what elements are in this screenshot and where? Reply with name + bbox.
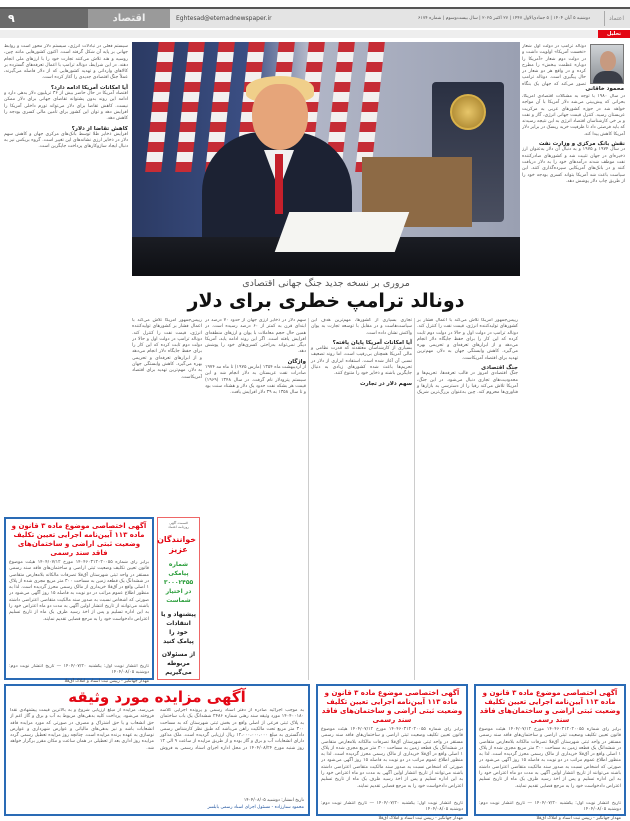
- subheading: نقش بانک مرکزی و وزارت نفت: [538, 141, 625, 148]
- paragraph: در سال ۱۹۸۰ با توجه به مشکلات اقتصادی آمریکا، بحرانی که پیش‌بینی می‌شد دلار آمریکا با آن مواجه خواهد شد در حوزه کشورهای عربی به مرکزیت عربستان رسید. کنترل قیمت جهانی انرژی، گاز و نفت و بر خی کارشناسان اقتصاد انرژی به این نتیجه رسیدند که باید فرصتی داد تا ظرفیت خرید ریسک در برابر دلار آمریکا کاهش پیدا کند.: [522, 94, 625, 137]
- land-notice-ad: [4, 517, 154, 684]
- subheading: آیا امکانات آمریکا ادامه دارد؟: [50, 84, 128, 91]
- auction-body: به موجب اجرائیه صادره از دفتر اسناد رسمی و پرونده اجرایی کلاسه ۱۴۰۴۰۰۱۸۰ مورد وثیقه سند رهنی شماره ۲۴۸۶ ششدانگ یک باب ساختمان به پلاک ثبتی فرعی از اصلی واقع در بخش ثبتی شهرستان که به مساحت ۳۰۰ متر مربع تحت مالکیت راهن می‌باشد که طبق نظر کارشناس رسمی دادگستری به مبلغ ۱۲،۰۰۰،۰۰۰،۰۰۰ ریال ارزیابی گردیده است. ملک مذکور دارای انشعابات آب و برق و گاز بوده و از طریق مزایده از ساعت ۹ الی ۱۲ روز شنبه مورخ ۱۴۰۴/۰۸/۲۴ در محل اداره اجرای اسناد رسمی به فروش می‌رسد. مزایده از مبلغ ارزیابی شروع و به بالاترین قیمت پیشنهادی نقداً فروخته می‌شود. پرداخت کلیه بدهی‌های مربوط به آب و برق و گاز اعم از حق انشعاب و یا حق اشتراک و مصرف در صورتی که مورد مزایده فاقد انشعابات باشد و نیز بدهی‌های مالیاتی و عوارض شهرداری و عوارض نوسازی به عهده برنده مزایده است. چنانچه روز مزایده تعطیل رسمی گردد مزایده روز اداری بعد از تعطیلی در همان ساعت و مکان مقرر برگزار خواهد شد.: [10, 708, 304, 751]
- auction-signature: محمود ستارزاده - مسئول اجرای اسناد رسمی بابلسر: [207, 805, 304, 810]
- paragraph: جنگ اقتصادی امروز در قالب تعرفه‌ها، تحریم‌ها و محدودیت‌های تجاری دنبال می‌شود. در این جنگ، آمریکا تلاش می‌کند رقبا را از دسترسی به بازارها و فناوری‌ها محروم کند. چین به‌عنوان بزرگ‌ترین شریک تجاری بسیاری از کشورها، مهم‌ترین هدف این سیاست‌هاست و در مقابل با توسعه تجارت به یوان واکنش نشان داده است.: [311, 318, 518, 396]
- section-email[interactable]: Eghtesad@etemadnewspaper.ir: [176, 15, 272, 22]
- box-body: پیشنهاد و یا انتقادات خود را پیامک کنید: [161, 611, 196, 645]
- paragraph: دونالد ترامپ در دولت اول شعار «نخست آمریکا» اولویت داشت و در دولت دوم شعار «آمریکا را دوباره عظمت ببخش» را مطرح کرده و در واقع هر دو شعار در حال پیگیری است. دونالد ترامپ تصور می‌کند که جهان یک بنگاه: [522, 44, 586, 86]
- main-article-columns-left: [132, 318, 202, 513]
- sms-number: شماره پیامکی ۳۰۰۰۲۴۵۵ در اختیار شماست: [163, 561, 194, 604]
- ad-dates: تاریخ انتشار نوبت اول: یکشنبه ۱۴۰۴/۰۷/۲۰ — تاریخ انتشار نوبت دوم: دوشنبه ۱۴۰۴/۰۸/۰۵: [9, 664, 149, 676]
- paragraph: بسیاری از کارشناسان معتقدند که قدرت نظامی و مالی آمریکا همچنان بی‌رقیب است، اما روند تضعیف نسبی آن آغاز شده است. استفاده ابزاری از دلار در تحریم‌ها باعث شده کشورهای زیادی به دنبال جایگزین باشند و ذخایر خود را متنوع کنند.: [311, 346, 412, 377]
- readers-sms-box: [157, 517, 200, 680]
- ad-dates: تاریخ انتشار نوبت اول: یکشنبه ۱۴۰۴/۰۷/۲۰ — تاریخ انتشار نوبت دوم: دوشنبه ۱۴۰۴/۰۸/۰۵: [479, 801, 621, 813]
- auction-title: آگهی مزایده مورد وثیقه: [68, 688, 246, 706]
- ad-title: آگهی اختصاصی موضوع ماده ۳ قانون و ماده ۱۱۳ آیین‌نامه اجرایی تعیین تکلیف وضعیت ثبتی اراضی و ساختمان‌های فاقد سند رسمی: [321, 689, 463, 724]
- auction-ad: [4, 684, 310, 816]
- land-notice-ad-3: [474, 684, 626, 821]
- subheading: کاهش تقاضا از دلار؟: [71, 125, 128, 132]
- right-column-text: [522, 94, 625, 510]
- subheading: آیا امکانات آمریکا پایان یافته؟: [332, 339, 412, 346]
- subheading: سهم دلار در تجارت: [360, 380, 412, 387]
- paragraph: اقتصاد آمریکا در حال حاضر بیش از ۳۶ تریلیون دلار بدهی دارد و ادامه این روند بدون پشتوانه تقاضای جهانی برای دلار ممکن نیست. کاهش تقاضا برای دلار می‌تواند تورم داخلی آمریکا را افزایش دهد و توان این کشور برای تأمین مالی کسری بودجه را کاهش دهد.: [4, 91, 128, 122]
- ad-body: برابر رأی شماره ۱۴۰۴۶۰۳۱۲۰۲۰۰۵۵ مورخ ۱۴۰۴/۰۷/۱۲ هیئت موضوع قانون تعیین تکلیف وضعیت ثبتی اراضی و ساختمان‌های فاقد سند رسمی مستقر در واحد ثبتی شهرستان آق‌قلا تصرفات مالکانه بلامعارض متقاضی در ششدانگ یک قطعه زمین به مساحت ۳۰۰ متر مربع مجزی شده از پلاک ۱ اصلی واقع در آق‌قلا خریداری از مالک رسمی محرز گردیده است. لذا به منظور اطلاع عموم مراتب در دو نوبت به فاصله ۱۵ روز آگهی می‌شود در صورتی که اشخاص نسبت به صدور سند مالکیت متقاضی اعتراضی داشته باشند می‌توانند از تاریخ انتشار اولین آگهی به مدت دو ماه اعتراض خود را به این اداره تسلیم و پس از اخذ رسید ظرف یک ماه از تاریخ تسلیم اعتراض دادخواست خود را به مرجع قضایی تقدیم نمایند.: [479, 727, 621, 789]
- article-headline: دونالد ترامپ خطری برای دلار: [187, 290, 465, 312]
- box-small2: روزنامه اعتماد: [168, 525, 189, 529]
- paragraph: سهم دلار در ذخایر ارزی جهان از حدود ۷۰ درصد در ابتدای قرن به کمتر از ۶۰ درصد رسیده است. در همین حال حجم معاملات با یوان و ارزهای منطقه‌ای افزایش یافته است. اگر این روند ادامه یابد، آمریکا دیگر نمی‌تواند به‌راحتی کسری‌های خود را پوشش دهد.: [205, 318, 306, 355]
- date-line: دوشنبه ۵ آبان ۱۴۰۴ | ۵ جمادی‌الاول ۱۴۴۷ | ۲۷ اکتبر ۲۰۲۵ | سال بیست‌وسوم | شماره ۶۱۷۴: [418, 16, 590, 21]
- analysis-tag: تحلیل: [598, 30, 630, 38]
- ad-signature: مهدار جهانگیر - رییس ثبت اسناد و املاک آق‌قلا: [378, 816, 463, 821]
- ad-body: برابر رأی شماره ۱۴۰۴۶۰۳۱۲۰۲۰۰۵۵ مورخ ۱۴۰۴/۰۷/۱۲ هیئت موضوع قانون تعیین تکلیف وضعیت ثبتی اراضی و ساختمان‌های فاقد سند رسمی مستقر در واحد ثبتی شهرستان آق‌قلا تصرفات مالکانه بلامعارض متقاضی در ششدانگ یک قطعه زمین به مساحت ۳۰۰ متر مربع مجزی شده از پلاک ۱ اصلی واقع در آق‌قلا خریداری از مالک رسمی محرز گردیده است. لذا به منظور اطلاع عموم مراتب در دو نوبت به فاصله ۱۵ روز آگهی می‌شود در صورتی که اشخاص نسبت به صدور سند مالکیت متقاضی اعتراضی داشته باشند می‌توانند از تاریخ انتشار اولین آگهی به مدت دو ماه اعتراض خود را به این اداره تسلیم و پس از اخذ رسید ظرف یک ماه از تاریخ تسلیم اعتراض دادخواست خود را به مرجع قضایی تقدیم نمایند.: [321, 727, 463, 789]
- land-notice-ad-2: [316, 684, 468, 821]
- newspaper-logo: اعتماد: [604, 11, 624, 26]
- main-article-columns: [205, 318, 518, 680]
- article-kicker: مروری بر نسخه جدید جنگ جهانی اقتصادی: [242, 278, 410, 289]
- left-column-text: [4, 44, 128, 510]
- paragraph: افزایش ذخایر طلا توسط بانک‌های مرکزی جهان و کاهش سهم دلار در ذخایر ارزی نشانه‌های این تغییر است. گروه بریکس نیز به دنبال ایجاد سازوکارهای پرداخت جایگزین است.: [4, 131, 128, 150]
- trump-signing-photo: [132, 42, 520, 276]
- page-number: ۹: [0, 9, 88, 28]
- author-photo: [590, 44, 624, 84]
- paragraph: رییس‌جمهور آمریکا تلاش می‌کند با اعمال فشار بر کشورهای تولیدکننده انرژی، قیمت نفت را کنترل کند. دونالد ترامپ در دولت اول و حالا در دولت دوم ثابت کرده که این کار را برای حفظ جایگاه دلار انجام می‌دهد و از ابزارهای تعرفه‌ای و تحریمی بهره می‌گیرد. کاهش وابستگی جهان به دلار، مهم‌ترین تهدید برای اقتصاد آمریکاست.: [417, 318, 518, 361]
- ad-signature: مهدار جهانگیر - رییس ثبت اسناد و املاک آق‌قلا: [64, 679, 149, 684]
- paragraph: از اردیبهشت ماه ۱۳۵۴ (مارس ۱۹۷۵) تا ماه مه ۱۹۷۴ صادرات نفت عربستان به دلار انجام شد و این سیستم پترودلار نام گرفت. در سال ۱۳۴۸ (۱۹۶۹) قیمت هر بشکه نفت حدود یک دلار و هشتاد سنت بود و تا سال ۱۳۵۸ به ۳۹ دلار افزایش یافت.: [205, 365, 306, 396]
- paragraph: رییس‌جمهور آمریکا تلاش می‌کند با اعمال فشار بر کشورهای تولیدکننده انرژی، قیمت نفت را کنترل کند. دونالد ترامپ در دولت اول و حالا در دولت دوم ثابت کرده که این کار را برای حفظ جایگاه دلار انجام می‌دهد و از ابزارهای تعرفه‌ای و تحریمی بهره می‌گیرد. کاهش وابستگی جهان به دلار، مهم‌ترین تهدید برای اقتصاد آمریکاست.: [132, 318, 202, 380]
- paragraph: سیستم فعلی در تبادلات انرژی، سیستم دلار محور است و روابط جهانی بر پایه آن شکل گرفته است. اکنون کشورهایی مانند چین، روسیه و هند تلاش می‌کنند تجارت خود را با ارزهای ملی انجام دهند. در این شرایط، دونالد ترامپ با اعمال تعرفه‌های گسترده بر کالاهای وارداتی و تهدید کشورهایی که از دلار فاصله می‌گیرند، عملاً جنگ اقتصادی جدیدی را آغاز کرده است.: [4, 44, 128, 81]
- subheading: واژگان: [287, 358, 306, 365]
- paragraph: در سال ۱۹۷۴ و ۱۹۷۵ و به دنبال آن دلار به‌عنوان ارز ذخیره‌ای در جهان تثبیت شد و کشورهای صادرکننده نفت موظف شدند درآمدهای خود را به دلار دریافت کنند و در بانک‌های آمریکایی سپرده‌گذاری کنند. این سیاست باعث شد آمریکا بتواند کسری بودجه خود را از طریق چاپ دلار پوشش دهد.: [522, 147, 625, 184]
- auction-date: تاریخ انتشار: دوشنبه ۱۴۰۴/۰۸/۰۵: [243, 798, 304, 803]
- box-title: خوانندگان عزیز: [157, 535, 196, 554]
- ad-body: برابر رأی شماره ۱۴۰۴۶۰۳۱۲۰۲۰۰۵۵ مورخ ۱۴۰۴/۰۷/۱۲ هیئت موضوع قانون تعیین تکلیف وضعیت ثبتی اراضی و ساختمان‌های فاقد سند رسمی مستقر در واحد ثبتی شهرستان آق‌قلا تصرفات مالکانه بلامعارض متقاضی در ششدانگ یک قطعه زمین به مساحت ۳۰۰ متر مربع مجزی شده از پلاک ۱ اصلی واقع در آق‌قلا خریداری از مالک رسمی محرز گردیده است. لذا به منظور اطلاع عموم مراتب در دو نوبت به فاصله ۱۵ روز آگهی می‌شود در صورتی که اشخاص نسبت به صدور سند مالکیت متقاضی اعتراضی داشته باشند می‌توانند از تاریخ انتشار اولین آگهی به مدت دو ماه اعتراض خود را به این اداره تسلیم و پس از اخذ رسید ظرف یک ماه از تاریخ تسلیم اعتراض دادخواست خود را به مرجع قضایی تقدیم نمایند.: [9, 560, 149, 622]
- box-small: قسمت آگهی: [169, 521, 188, 525]
- ad-title: آگهی اختصاصی موضوع ماده ۳ قانون و ماده ۱۱۳ آیین‌نامه اجرایی تعیین تکلیف وضعیت ثبتی اراضی و ساختمان‌های فاقد سند رسمی: [479, 689, 621, 724]
- author-name: محمود خاقانی: [585, 86, 624, 92]
- sub-bar: [0, 30, 630, 38]
- ad-title: آگهی اختصاصی موضوع ماده ۳ قانون و ماده ۱۱۳ آیین‌نامه اجرایی تعیین تکلیف وضعیت ثبتی اراضی و ساختمان‌های فاقد سند رسمی: [11, 522, 147, 557]
- section-title: اقتصاد: [88, 9, 170, 28]
- subheading: جنگ اقتصادی: [481, 365, 518, 372]
- ad-signature: مهدار جهانگیر - رییس ثبت اسناد و املاک آق‌قلا: [536, 816, 621, 821]
- right-column-intro: [522, 44, 586, 86]
- box-tail: از مسئولان مربوطه می‌گیریم: [161, 651, 196, 676]
- ad-dates: تاریخ انتشار نوبت اول: یکشنبه ۱۴۰۴/۰۷/۲۰ — تاریخ انتشار نوبت دوم: دوشنبه ۱۴۰۴/۰۸/۰۵: [321, 801, 463, 813]
